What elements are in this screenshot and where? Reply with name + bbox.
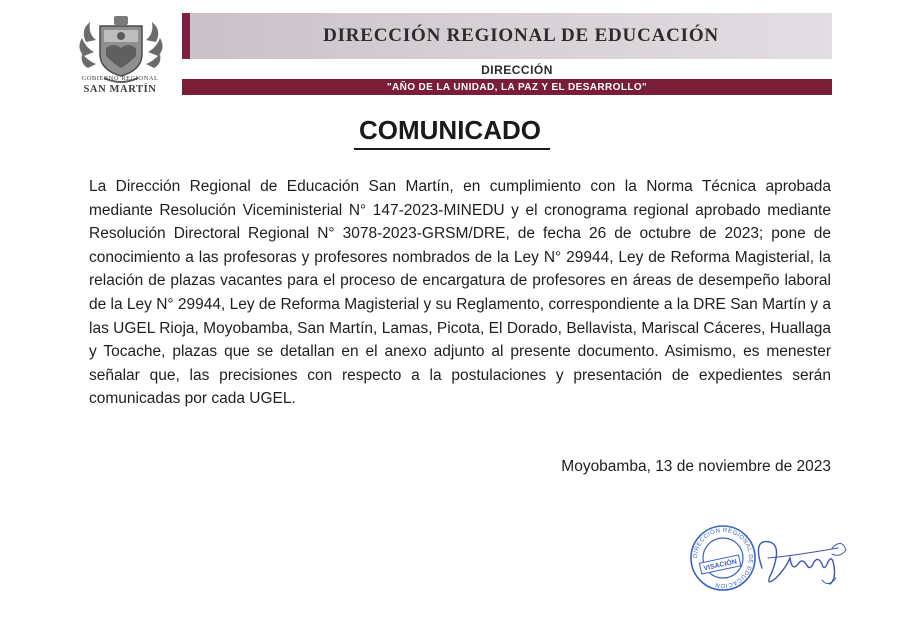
stamp-ring-text: DIRECCIÓN REGIONAL DE EDUCACIÓN (692, 527, 754, 589)
office-subtitle: DIRECCIÓN (481, 63, 553, 77)
motto-bar (182, 79, 832, 95)
document-title: COMUNICADO (359, 115, 541, 145)
header-banner (182, 13, 832, 59)
crest-caption-small: GOBIERNO REGIONAL (81, 75, 159, 82)
title-underline (354, 148, 550, 150)
year-motto: "AÑO DE LA UNIDAD, LA PAZ Y EL DESARROLLO" (386, 81, 648, 93)
date-line: Moyobamba, 13 de noviembre de 2023 (561, 458, 831, 475)
stamp-label: VISACIÓN (703, 558, 738, 573)
body-paragraph: La Dirección Regional de Educación San Martín, en cumplimiento con la Norma Técnica aprobada mediante Resolución Viceministerial N° 147-2023-MINEDU y el cronograma regional aprobado mediante Resolución Directoral Regional N° 3078-2023-GRSM/DRE, de fecha 26 de octubre de 2023; pone de conocimiento a las profesoras y profesores nombrados de la Ley N° 29944, Ley de Reforma Magisterial, la relación de plazas vacantes para el proceso de encargatura de profesores en áreas de desempeño laboral de la Ley N° 29944, Ley de Reforma Magisterial y su Reglamento, correspondiente a la DRE San Martín y a las UGEL Rioja, Moyobamba, San Martín, Lamas, Picota, El Dorado, Bellavista, Mariscal Cáceres, Huallaga y Tocache, plazas que se detallan en el anexo adjunto al presente documento. Asimismo, es menester señalar que, las precisiones con respecto a la postulaciones y presentación de expedientes serán comunicadas por cada UGEL. (89, 178, 831, 408)
banner-title: DIRECCIÓN REGIONAL DE EDUCACIÓN (323, 25, 719, 46)
handwritten-signature-icon (742, 528, 852, 598)
crest-caption-big: SAN MARTÍN (83, 83, 157, 95)
crest-caption (70, 76, 170, 95)
